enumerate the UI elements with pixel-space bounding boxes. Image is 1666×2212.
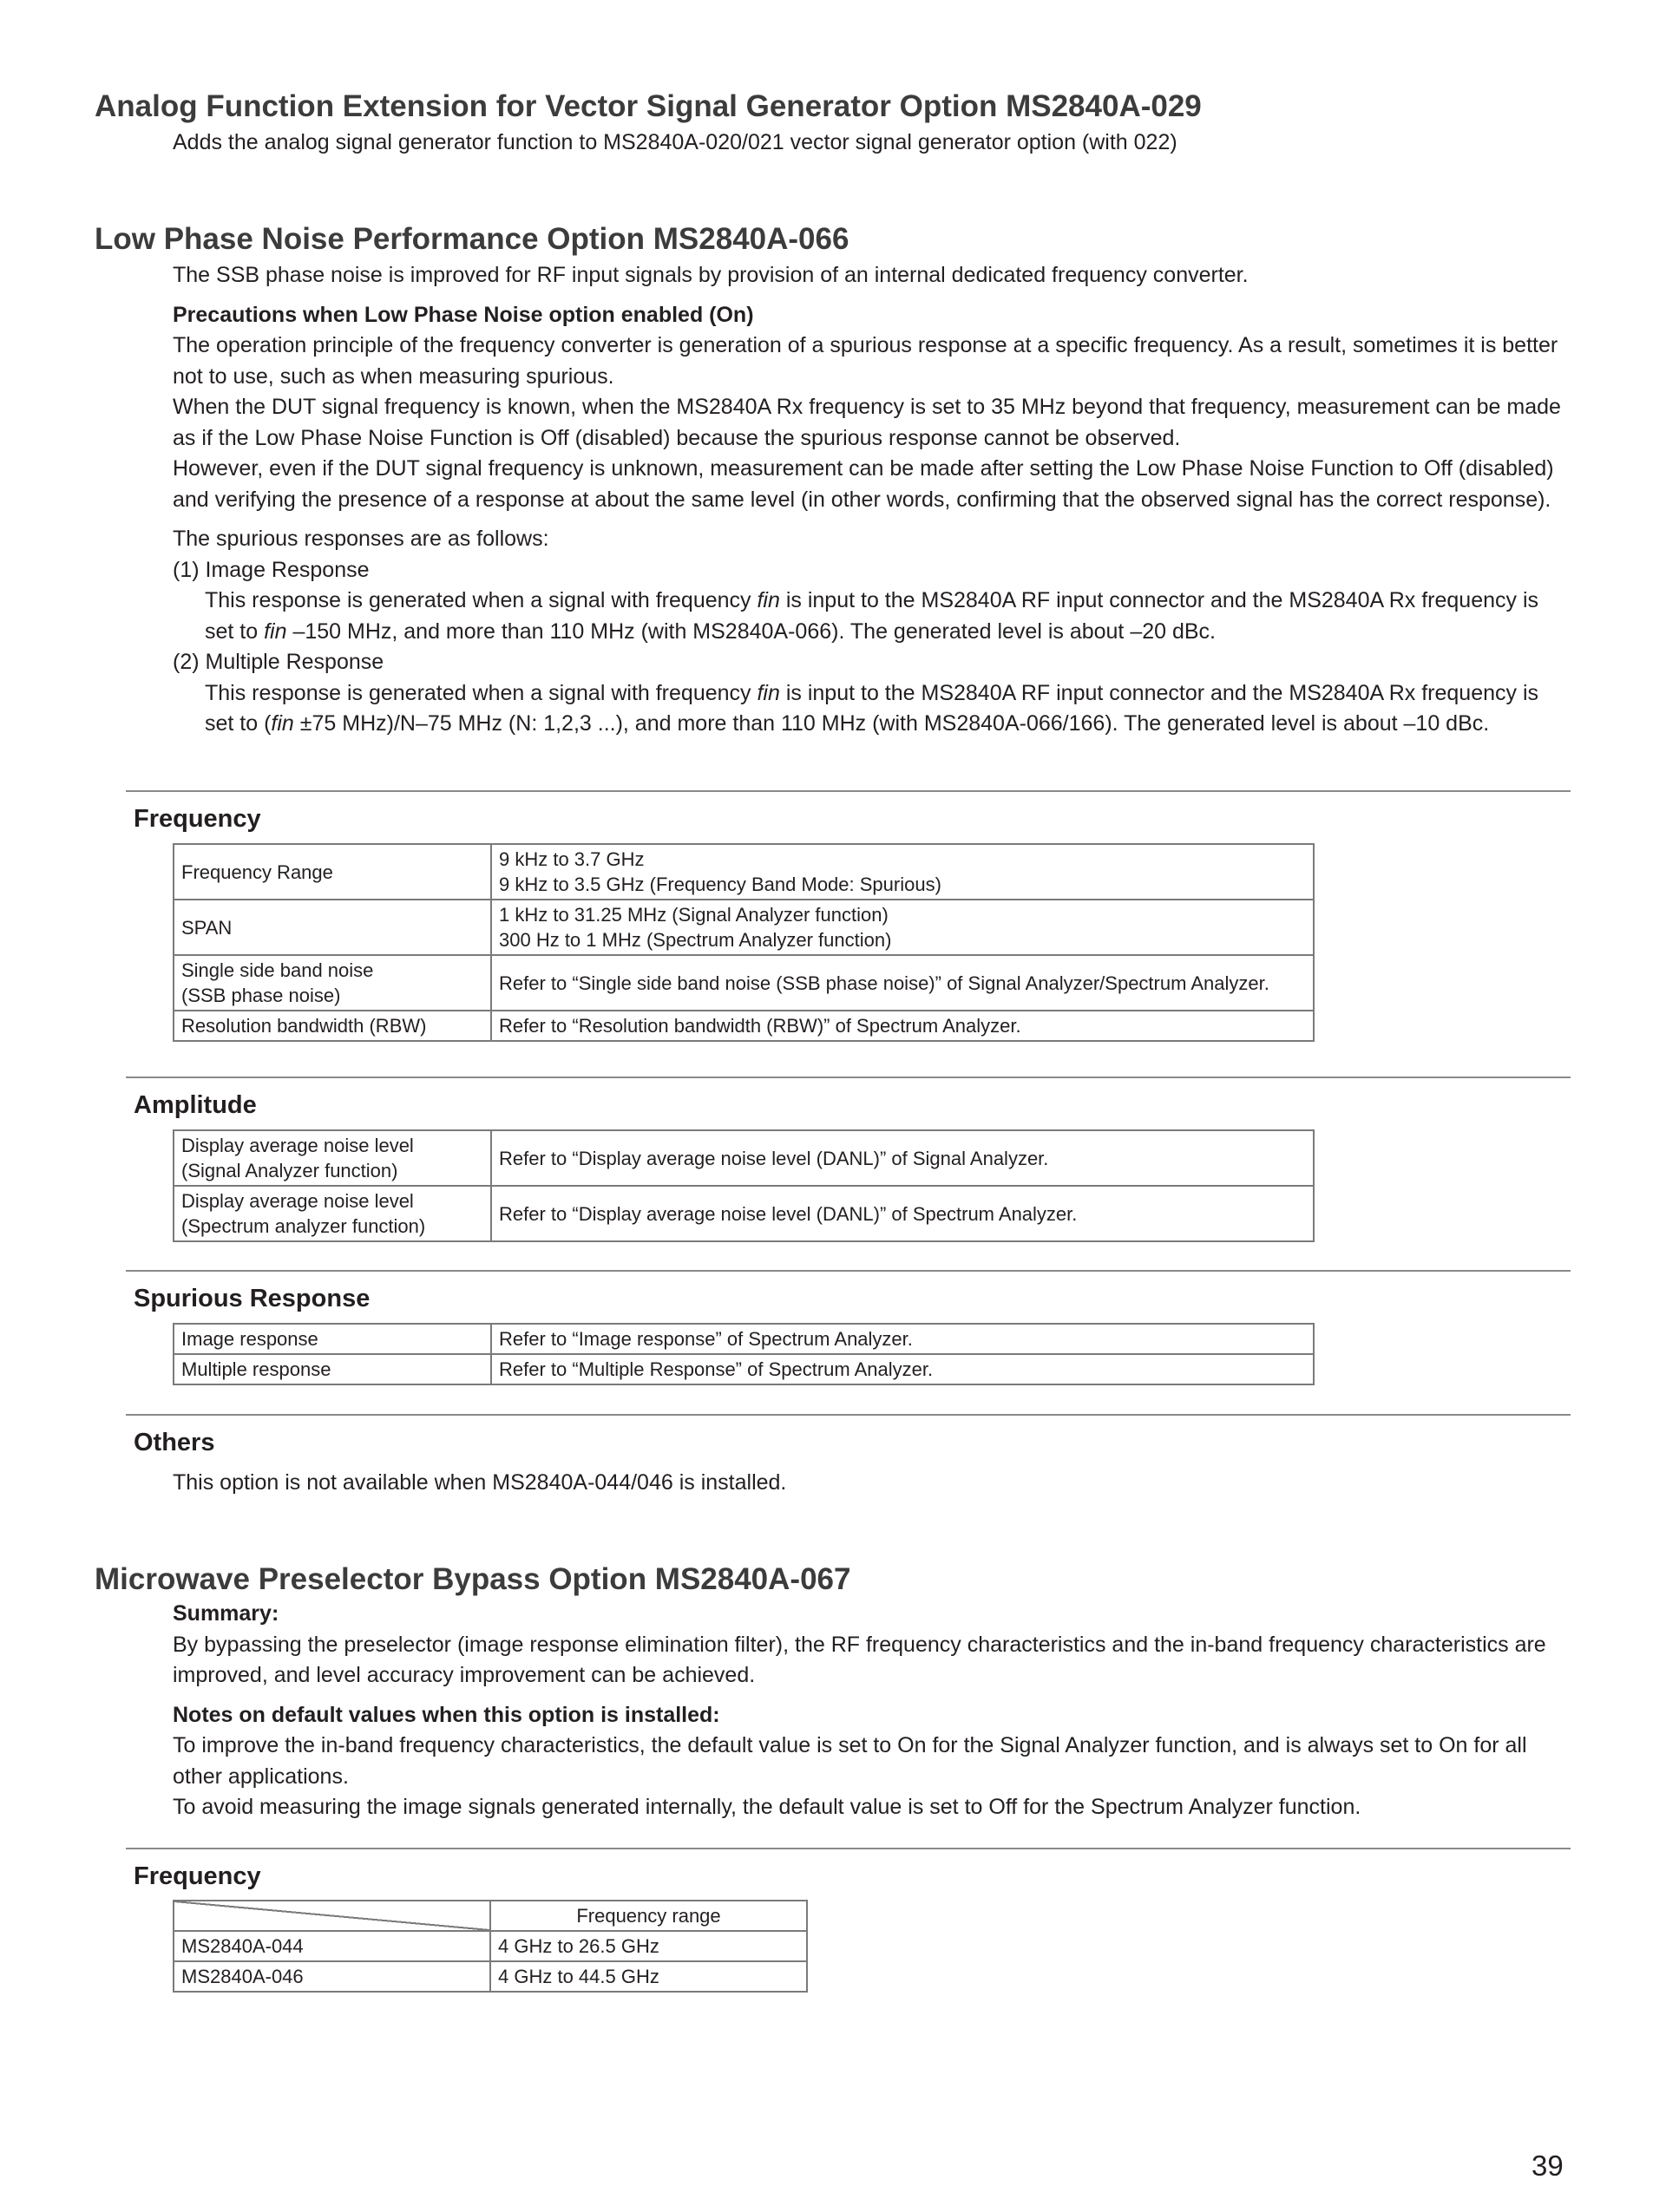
table-row: [174, 844, 1314, 900]
table-row: [174, 900, 1314, 955]
model-cell: MS2840A-046: [174, 1961, 490, 1992]
section-029-description: Adds the analog signal generator function to MS2840A-020/021 vector signal generator option (with 022): [173, 130, 1177, 154]
section-067-body: [173, 1599, 1570, 1832]
row-label: Resolution bandwidth (RBW): [174, 1011, 491, 1041]
row-label: Multiple response: [174, 1354, 491, 1384]
frequency-table: [173, 843, 1315, 1042]
section-066-description: The SSB phase noise is improved for RF input signals by provision of an internal dedicated frequency converter.: [173, 263, 1249, 287]
spurious-response-table: [173, 1323, 1315, 1385]
diagonal-corner-cell: [174, 1901, 490, 1931]
precaution-paragraph: The operation principle of the frequency converter is generation of a spurious response at a specific frequency. As a result, sometimes it is better not to use, such as when measuring spurious.: [173, 333, 1558, 389]
divider: [126, 1414, 1571, 1416]
row-value: Refer to “Multiple Response” of Spectrum Analyzer.: [491, 1354, 1314, 1384]
multiple-response-text: This response is generated when a signal with frequency fin is input to the MS2840A RF input connector and the MS2840A Rx frequency is set to (fin ±75 MHz)/N–75 MHz (N: 1,2,3 ...), and more than 110 MHz (with MS2840A-066/166). The generated level is about –10 dBc.: [205, 680, 1539, 736]
notes-paragraph: To improve the in-band frequency characteristics, the default value is set to On for the Signal Analyzer function, and is always set to On for all other applications.: [173, 1733, 1527, 1789]
notes-heading: Notes on default values when this option is installed:: [173, 1702, 720, 1727]
precaution-paragraph: When the DUT signal frequency is known, when the MS2840A Rx frequency is set to 35 MHz beyond that frequency, measurement can be made as if the Low Phase Noise Function is Off (disabled) because the spurious response cannot be observed.: [173, 395, 1561, 450]
summary-text: By bypassing the preselector (image response elimination filter), the RF frequency characteristics and the in-band frequency characteristics are improved, and level accuracy improvement can be achieved.: [173, 1632, 1546, 1687]
row-value: Refer to “Display average noise level (DANL)” of Spectrum Analyzer.: [491, 1186, 1314, 1241]
divider: [126, 1848, 1571, 1849]
image-response-text: This response is generated when a signal with frequency fin is input to the MS2840A RF input connector and the MS2840A Rx frequency is set to fin –150 MHz, and more than 110 MHz (with MS2840A-066). The generated level is about –20 dBc.: [205, 588, 1539, 644]
notes-paragraph: To avoid measuring the image signals generated internally, the default value is set to Off for the Spectrum Analyzer function.: [173, 1795, 1361, 1819]
multiple-response-label: (2) Multiple Response: [173, 650, 384, 674]
frequency-heading: Frequency: [134, 805, 261, 833]
table-row: [174, 1011, 1314, 1041]
divider: [126, 1077, 1571, 1078]
row-label: Single side band noise (SSB phase noise): [174, 955, 491, 1011]
table-row: [174, 1931, 807, 1961]
row-label: Display average noise level (Signal Analyzer function): [174, 1130, 491, 1186]
row-label: SPAN: [174, 900, 491, 955]
row-value: 9 kHz to 3.7 GHz 9 kHz to 3.5 GHz (Frequency Band Mode: Spurious): [491, 844, 1314, 900]
others-text: This option is not available when MS2840A-044/046 is installed.: [173, 1470, 787, 1495]
frequency-heading-067: Frequency: [134, 1862, 261, 1890]
table-row: [174, 955, 1314, 1011]
column-header-frequency-range: Frequency range: [490, 1901, 807, 1931]
table-row: [174, 1354, 1314, 1384]
summary-block: [173, 1599, 1570, 1692]
table-row: [174, 1324, 1314, 1354]
page-number: 39: [1532, 2150, 1564, 2182]
section-066-body: [173, 260, 1570, 749]
precautions-heading: Precautions when Low Phase Noise option enabled (On): [173, 302, 754, 327]
amplitude-heading: Amplitude: [134, 1091, 257, 1119]
others-heading: Others: [134, 1429, 215, 1456]
row-label: Display average noise level (Spectrum analyzer function): [174, 1186, 491, 1241]
divider: [126, 1270, 1571, 1272]
spurious-intro: The spurious responses are as follows:: [173, 527, 549, 551]
divider: [126, 790, 1571, 792]
precaution-paragraph: However, even if the DUT signal frequency is unknown, measurement can be made after setting the Low Phase Noise Function to Off (disabled) and verifying the presence of a response at about the same level (in other words, confirming that the observed signal has the correct response).: [173, 456, 1554, 512]
row-value: Refer to “Single side band noise (SSB phase noise)” of Signal Analyzer/Spectrum Analyzer.: [491, 955, 1314, 1011]
section-title-067: Microwave Preselector Bypass Option MS2840A-067: [95, 1562, 851, 1596]
row-label: Frequency Range: [174, 844, 491, 900]
model-cell: MS2840A-044: [174, 1931, 490, 1961]
row-value: Refer to “Resolution bandwidth (RBW)” of Spectrum Analyzer.: [491, 1011, 1314, 1041]
spurious-response-heading: Spurious Response: [134, 1285, 371, 1312]
precautions-block: [173, 300, 1570, 516]
summary-heading: Summary:: [173, 1601, 279, 1626]
table-row: [174, 1130, 1314, 1186]
row-label: Image response: [174, 1324, 491, 1354]
notes-block: [173, 1700, 1570, 1823]
table-header-row: [174, 1901, 807, 1931]
frequency-range-table: [173, 1900, 808, 1993]
spurious-list: [173, 524, 1570, 740]
row-value: Refer to “Image response” of Spectrum Analyzer.: [491, 1324, 1314, 1354]
table-row: [174, 1961, 807, 1992]
amplitude-table: [173, 1129, 1315, 1242]
range-cell: 4 GHz to 26.5 GHz: [490, 1931, 807, 1961]
image-response-label: (1) Image Response: [173, 557, 370, 582]
row-value: Refer to “Display average noise level (DANL)” of Signal Analyzer.: [491, 1130, 1314, 1186]
range-cell: 4 GHz to 44.5 GHz: [490, 1961, 807, 1992]
table-row: [174, 1186, 1314, 1241]
row-value: 1 kHz to 31.25 MHz (Signal Analyzer function) 300 Hz to 1 MHz (Spectrum Analyzer function): [491, 900, 1314, 955]
section-title-029: Analog Function Extension for Vector Signal Generator Option MS2840A-029: [95, 89, 1202, 123]
section-title-066: Low Phase Noise Performance Option MS2840A-066: [95, 222, 849, 256]
